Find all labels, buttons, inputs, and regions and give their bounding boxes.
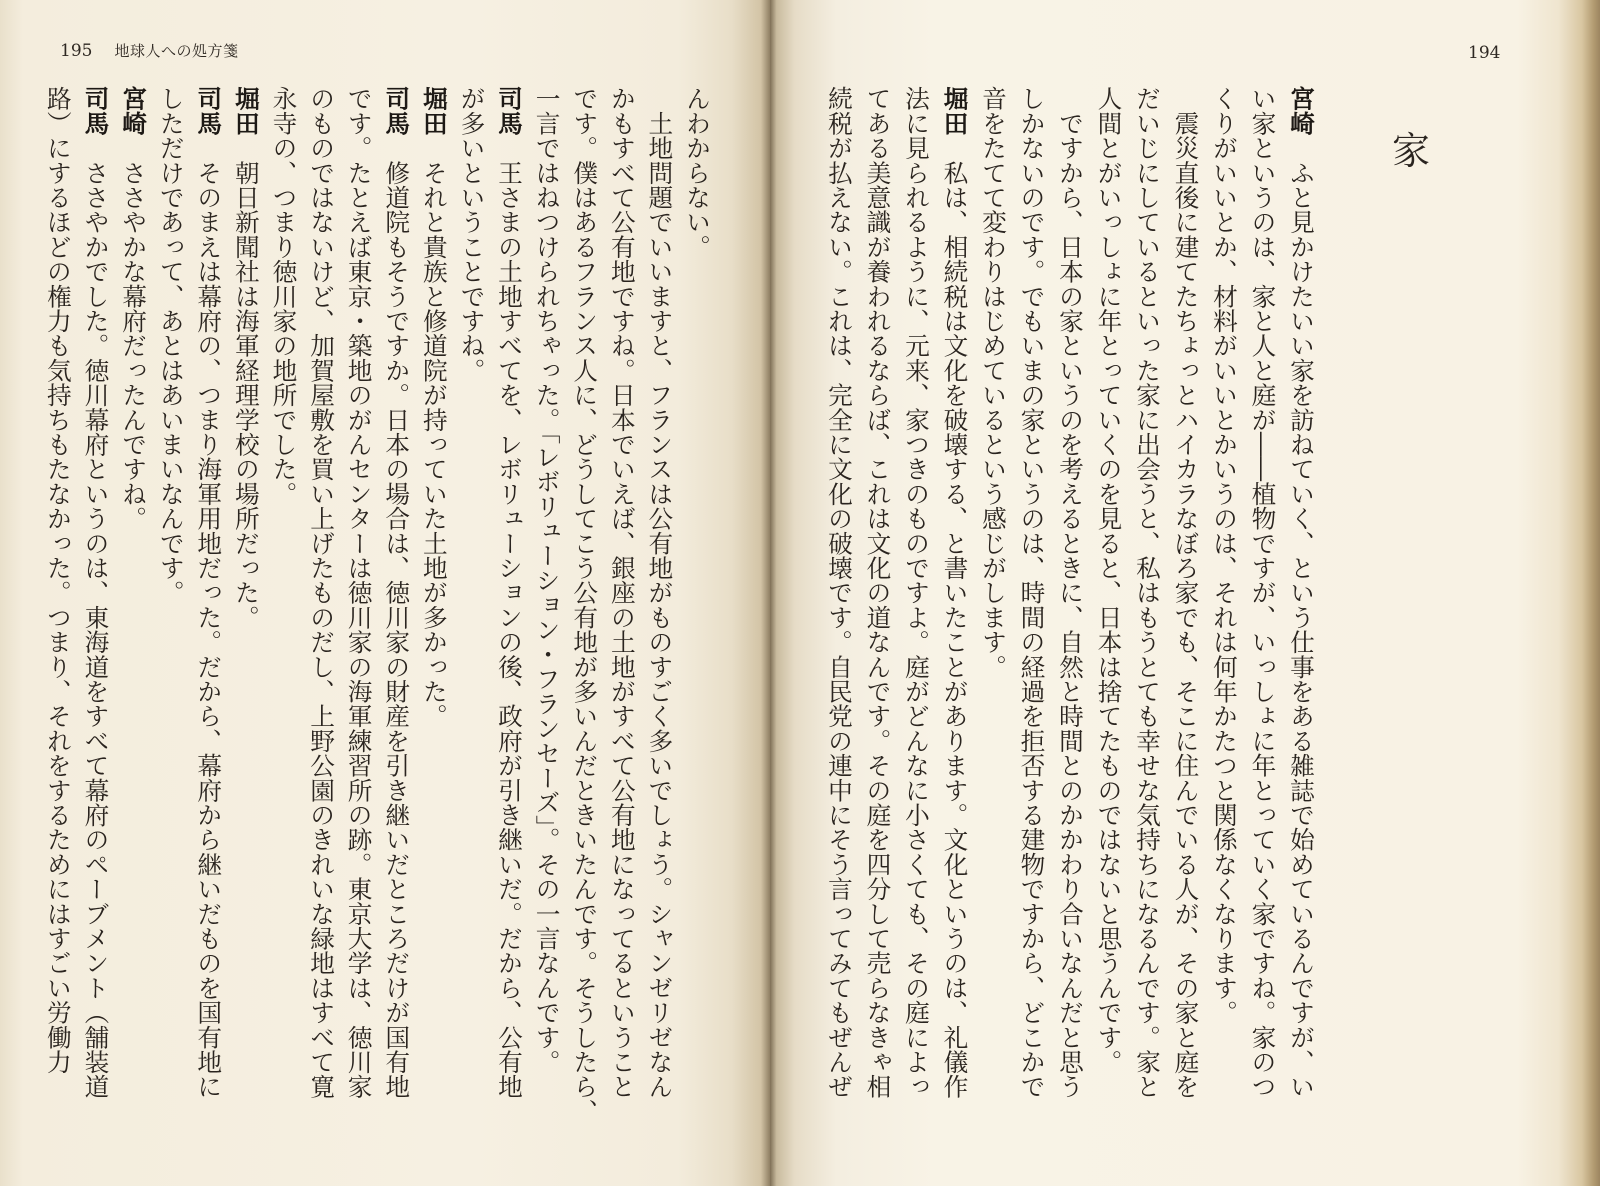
speaker-label: 司馬: [81, 86, 111, 136]
page-number: 195: [60, 41, 93, 61]
text-column: [641, 86, 679, 1126]
left-page-text: [39, 86, 716, 1126]
speaker-label: 宮崎: [119, 86, 149, 136]
text-column: [678, 86, 716, 1126]
speaker-label: 司馬: [194, 86, 224, 136]
running-head-title: 地球人への処方箋: [114, 42, 239, 60]
text-column: [115, 86, 153, 1126]
line-text: のものではないけど、加賀屋敷を買い上げたものだし、上野公園のきれいな緑地はすべて寛: [307, 86, 337, 1099]
line-text: ふと見かけたいい家を訪ねていく、という仕事をある雑誌で始めているんですが、い: [1287, 135, 1316, 1099]
line-text: しかないのです。でもいまの家というのは、時間の経過を拒否する建物ですから、どこかで: [1017, 86, 1047, 1099]
line-text: 王さまの土地すべてを、レボリューションの後、政府が引き継いだ。だから、公有地: [495, 135, 525, 1099]
line-text: 震災直後に建てたちょっとハイカラなぼろ家でも、そこに住んでいる人が、その家と庭を: [1171, 86, 1201, 1099]
line-text: い家というのは、家と人と庭が――植物ですが、いっしょに年とっていく家ですね。家のつ: [1248, 86, 1278, 1099]
text-column: [1089, 86, 1128, 1126]
line-text: ですから、日本の家というのを考えるときに、自然と時間とのかかわり合いなんだと思う: [1056, 86, 1085, 1099]
text-column: [190, 86, 228, 1126]
line-text: 続税が払えない。これは、完全に文化の破壊です。自民党の連中にそう言ってみてもぜんぜ: [825, 86, 854, 1099]
text-column: [566, 86, 604, 1126]
text-column: [415, 86, 453, 1126]
text-column: [265, 86, 303, 1126]
text-column: [603, 86, 641, 1126]
line-text: 法に見られるように、元来、家つきのものですよ。庭がどんなに小さくても、その庭によっ: [902, 86, 931, 1099]
text-column: [152, 86, 190, 1126]
text-column: [1051, 86, 1090, 1126]
text-column: [528, 86, 566, 1126]
line-text: かもすべて公有地ですね。日本でいえば、銀座の土地がすべて公有地になってるということ: [607, 86, 637, 1099]
line-text: 永寺の、つまり徳川家の地所でした。: [269, 86, 299, 506]
text-column: [39, 86, 77, 1126]
line-text: ささやかでした。徳川幕府というのは、東海道をすべて幕府のペーブメント（舗装道: [81, 135, 111, 1099]
speaker-label: 宮崎: [1287, 86, 1316, 136]
line-text: です。僕はあるフランス人に、どうしてこう公有地が多いんだときいたんです。そうしたら、: [570, 86, 600, 1124]
text-column: [858, 86, 897, 1126]
text-column: [340, 86, 378, 1126]
text-column: [820, 86, 859, 1126]
right-page-text: [819, 86, 1320, 1126]
text-column: [453, 86, 491, 1126]
text-column: [302, 86, 340, 1126]
right-page: [770, 0, 1600, 1186]
line-text: そのまえは幕府の、つまり海軍用地だった。だから、幕府から継いだものを国有地に: [194, 135, 224, 1099]
left-page: [0, 0, 770, 1186]
line-text: 私は、相続税は文化を破壊する、と書いたことがあります。文化というのは、礼儀作: [940, 135, 970, 1099]
line-text: 路）にするほどの権力も気持ちもたなかった。つまり、それをするためにはすごい労働力: [43, 86, 73, 1074]
page-number: 194: [1468, 43, 1501, 63]
text-column: [935, 86, 974, 1126]
speaker-label: 堀田: [231, 86, 261, 136]
line-text: ささやかな幕府だったんですね。: [119, 135, 149, 531]
line-text: 一言ではねつけられちゃった。「レボリューション・フランセーズ」。その一言なんです。: [532, 86, 562, 1074]
text-column: [1012, 86, 1051, 1126]
running-head: [60, 40, 238, 61]
section-title: 家: [1392, 129, 1431, 173]
text-column: [1128, 86, 1167, 1126]
line-text: それと貴族と修道院が持っていた土地が多かった。: [419, 135, 449, 729]
line-text: です。たとえば東京・築地のがんセンターは徳川家の海軍練習所の跡。東京大学は、徳川家: [344, 86, 374, 1099]
speaker-label: 司馬: [382, 86, 412, 136]
line-text: が多いということですね。: [457, 86, 487, 383]
text-column: [1205, 86, 1244, 1126]
line-text: くりがいいとか、材料がいいとかいうのは、それは何年かたつと関係なくなります。: [1210, 86, 1239, 1025]
speaker-label: 司馬: [495, 86, 525, 136]
text-column: [897, 86, 936, 1126]
line-text: 土地問題でいいますと、フランスは公有地がものすごく多いでしょう。シャンゼリゼなん: [645, 86, 675, 1099]
text-column: [1166, 86, 1205, 1126]
text-column: [974, 86, 1013, 1126]
line-text: 朝日新聞社は海軍経理学校の場所だった。: [231, 135, 261, 630]
line-text: しただけであって、あとはあいまいなんです。: [156, 86, 186, 605]
text-column: [1282, 86, 1321, 1126]
line-text: んわからない。: [683, 86, 712, 259]
line-text: てある美意識が養われるならば、これは文化の道なんです。その庭を四分して売らなきゃ相: [863, 86, 893, 1099]
text-column: [490, 86, 528, 1126]
line-text: だいじにしているといった家に出会うと、私はもうとても幸せな気持ちになるんです。家と: [1133, 86, 1162, 1099]
line-text: 音をたてて変わりはじめているという感じがします。: [979, 86, 1008, 679]
text-column: [1243, 86, 1282, 1126]
line-text: 修道院もそうですか。日本の場合は、徳川家の財産を引き継いだところだけが国有地: [382, 135, 412, 1099]
text-column: [227, 86, 265, 1126]
line-text: 人間とがいっしょに年とっていくのを見ると、日本は捨てたものではないと思うんです。: [1094, 86, 1124, 1074]
speaker-label: 堀田: [419, 86, 449, 136]
text-column: [77, 86, 115, 1126]
text-column: [378, 86, 416, 1126]
speaker-label: 堀田: [940, 86, 970, 136]
